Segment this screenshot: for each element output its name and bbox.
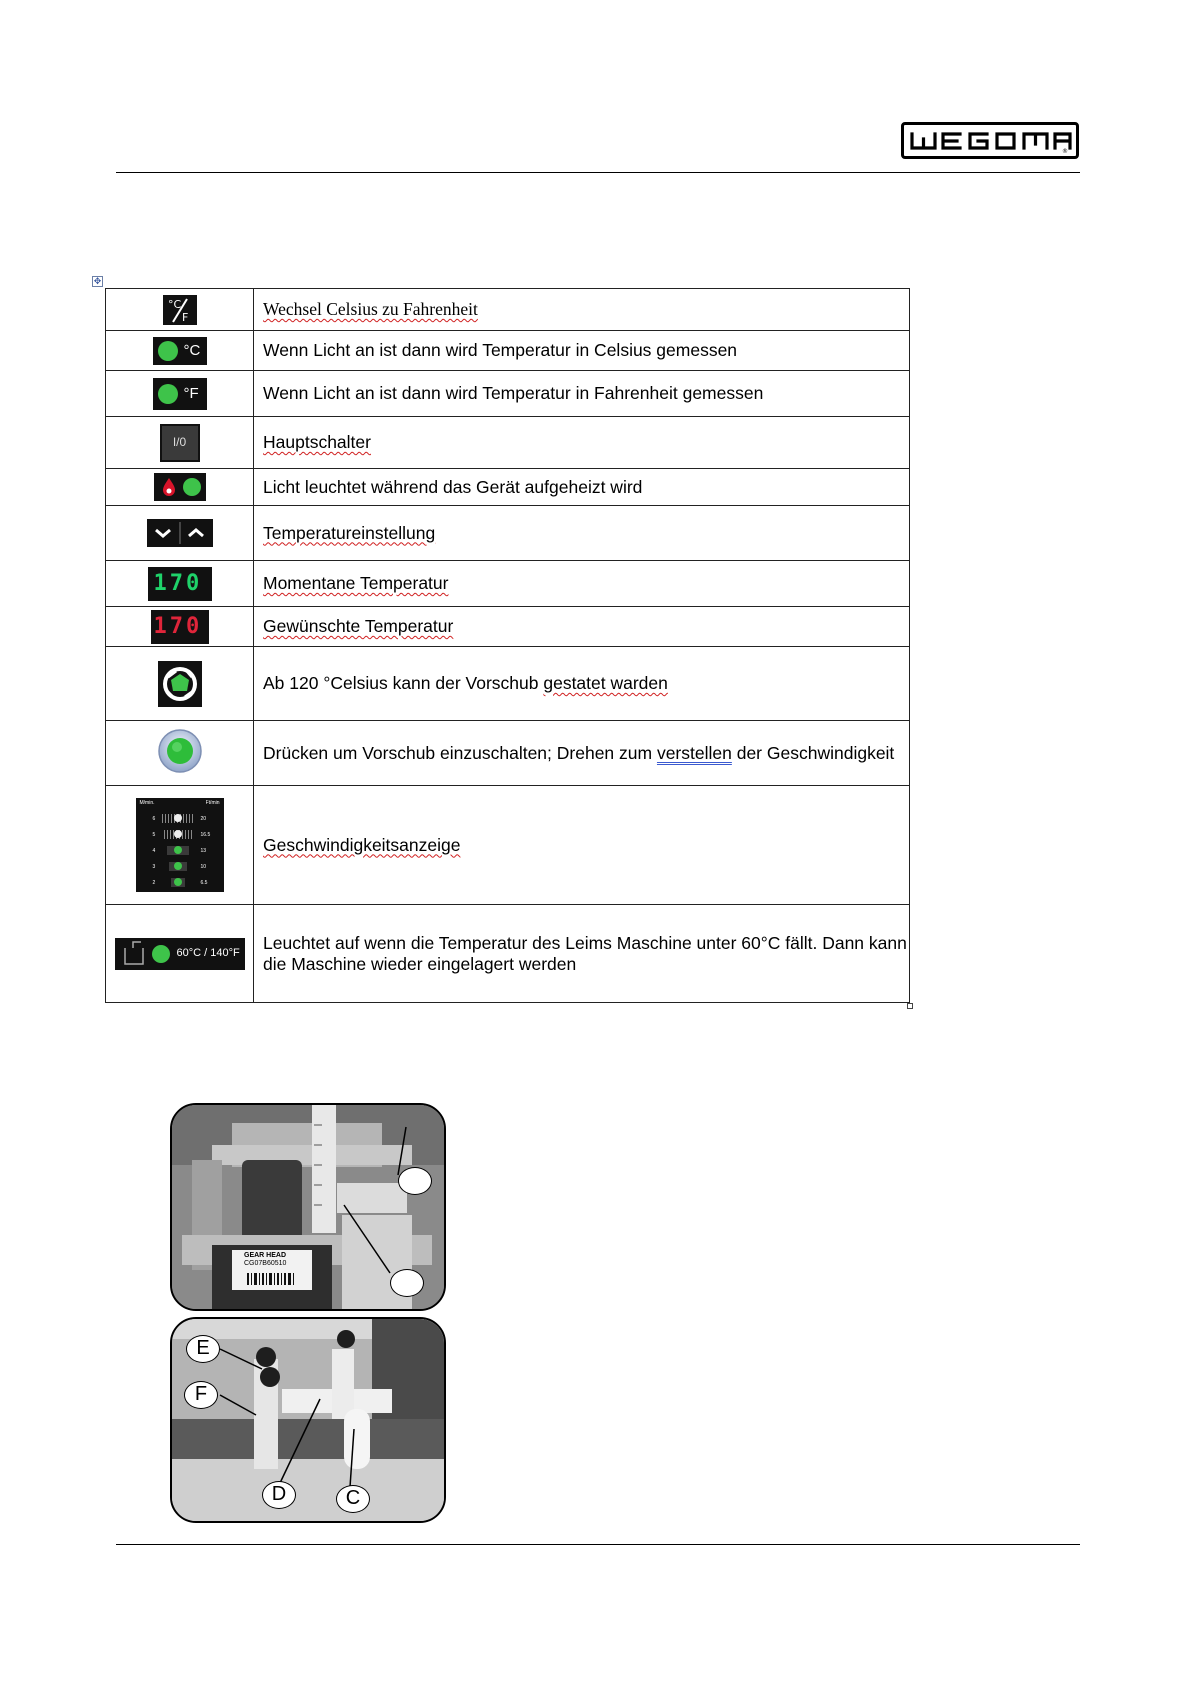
table-row	[106, 417, 910, 469]
speed-ft-value: 13	[200, 848, 207, 854]
speed-dot-icon	[174, 862, 182, 870]
table-row	[106, 506, 910, 561]
row-description-text: Geschwindigkeitsanzeige	[263, 834, 461, 855]
row-description: Licht leuchtet während das Gerät aufgeheizt wird	[254, 469, 910, 506]
storage-temp-indicator-icon	[115, 938, 245, 970]
icon-cell	[106, 786, 254, 905]
speed-row	[136, 812, 224, 826]
callout-blank-lower	[390, 1269, 424, 1297]
speed-ft-value: 16.5	[200, 832, 211, 838]
speed-row	[136, 844, 224, 858]
table-row	[106, 331, 910, 371]
table-resize-handle[interactable]	[907, 1003, 913, 1009]
target-temp-value: 170	[153, 613, 203, 639]
row-description-lead: Ab 120 °Celsius kann der Vorschub	[263, 673, 544, 693]
celsius-fahrenheit-toggle-icon	[163, 295, 197, 325]
speed-m-value: 6	[152, 816, 156, 822]
speed-m-value: 3	[152, 864, 156, 870]
control-legend-table	[105, 288, 910, 1003]
callout-blank-upper	[398, 1167, 432, 1195]
icon-cell	[106, 905, 254, 1003]
icon-cell	[106, 469, 254, 506]
row-description-text: Gewünschte Temperatur	[263, 616, 454, 636]
gear-head-label-line2: CG07B60510	[244, 1260, 287, 1267]
photo-gear-head	[170, 1103, 446, 1311]
row-description-text: Wechsel Celsius zu Fahrenheit	[263, 299, 478, 319]
row-description	[254, 721, 910, 786]
row-description-part1: Drücken um Vorschub einzuschalten; Drehen zum	[263, 742, 657, 763]
wegoma-logo	[901, 122, 1079, 159]
speed-m-value: 4	[152, 848, 156, 854]
row-description-part2: der Geschwindigkeit	[731, 742, 895, 763]
fahrenheit-indicator-light-icon	[153, 378, 207, 410]
table-row	[106, 721, 910, 786]
wegoma-logo-mark	[908, 129, 1072, 153]
speed-m-value: 5	[152, 832, 156, 838]
table-row	[106, 607, 910, 647]
speed-dot-icon	[174, 814, 182, 822]
fahrenheit-label: °F	[183, 384, 199, 402]
target-temp-display-icon	[151, 610, 209, 644]
feed-ready-icon	[158, 661, 202, 707]
icon-cell	[106, 607, 254, 647]
row-description-emph: verstellen	[656, 742, 732, 763]
current-temp-value: 170	[153, 570, 203, 596]
storage-temp-label: 60°C / 140°F	[176, 946, 240, 959]
header-rule	[116, 172, 1080, 173]
photo-guide-rollers	[170, 1317, 446, 1523]
table-row	[106, 371, 910, 417]
table-row	[106, 647, 910, 721]
row-description-text: Hauptschalter	[263, 432, 371, 452]
svg-text:F: F	[181, 310, 188, 324]
speed-indicator-icon	[136, 798, 224, 892]
heating-indicator-icon	[154, 473, 206, 501]
icon-cell	[106, 647, 254, 721]
speed-unit-left: M/min.	[139, 800, 155, 806]
callout-d: D	[262, 1481, 296, 1509]
celsius-label: °C	[183, 341, 201, 359]
row-description	[254, 417, 910, 469]
callout-f: F	[184, 1381, 218, 1409]
speed-ft-value: 20	[200, 816, 207, 822]
row-description: Wenn Licht an ist dann wird Temperatur in Fahrenheit gemessen	[254, 371, 910, 417]
row-description	[254, 289, 910, 331]
current-temp-display-icon	[148, 567, 212, 601]
row-description-text: Momentane Temperatur	[263, 573, 449, 593]
icon-cell	[106, 289, 254, 331]
table-row	[106, 561, 910, 607]
speed-ft-value: 6.5	[200, 880, 208, 886]
main-switch-label: I/0	[172, 434, 187, 449]
gear-head-label-line1: GEAR HEAD	[244, 1252, 287, 1259]
machine-photos	[170, 1103, 446, 1523]
callout-c: C	[336, 1485, 370, 1513]
table-row	[106, 289, 910, 331]
icon-cell	[106, 331, 254, 371]
speed-row	[136, 876, 224, 890]
speed-ft-value: 10	[200, 864, 207, 870]
storage-box-icon	[119, 938, 147, 970]
table-row	[106, 786, 910, 905]
speed-dot-icon	[174, 846, 182, 854]
svg-text:°C: °C	[167, 297, 181, 311]
row-description	[254, 506, 910, 561]
speed-dot-icon	[174, 878, 182, 886]
speed-row	[136, 828, 224, 842]
row-description: Wenn Licht an ist dann wird Temperatur in Celsius gemessen	[254, 331, 910, 371]
icon-cell	[106, 506, 254, 561]
row-description: Leuchtet auf wenn die Temperatur des Leims Maschine unter 60°C fällt. Dann kann die Maschine wieder eingelagert werden	[254, 905, 910, 1003]
main-switch-icon	[160, 424, 200, 462]
speed-unit-right: Ft/min	[205, 800, 220, 806]
row-description	[254, 647, 910, 721]
icon-cell	[106, 371, 254, 417]
table-move-handle-icon[interactable]: ✥	[93, 276, 102, 286]
row-description	[254, 786, 910, 905]
table-row	[106, 469, 910, 506]
row-description	[254, 607, 910, 647]
icon-cell	[106, 417, 254, 469]
temperature-arrows-icon	[147, 519, 213, 547]
speed-row	[136, 860, 224, 874]
row-description-emph: gestatet warden	[543, 673, 668, 693]
celsius-indicator-light-icon	[153, 337, 207, 365]
feed-knob-icon	[157, 728, 203, 779]
speed-dot-icon	[174, 830, 182, 838]
speed-m-value: 2	[152, 880, 156, 886]
callout-e: E	[186, 1335, 220, 1363]
row-description-text: Temperatureinstellung	[263, 522, 436, 543]
icon-cell	[106, 561, 254, 607]
icon-cell	[106, 721, 254, 786]
row-description	[254, 561, 910, 607]
table-row	[106, 905, 910, 1003]
footer-rule	[116, 1544, 1080, 1545]
svg-text:®: ®	[1062, 147, 1068, 153]
